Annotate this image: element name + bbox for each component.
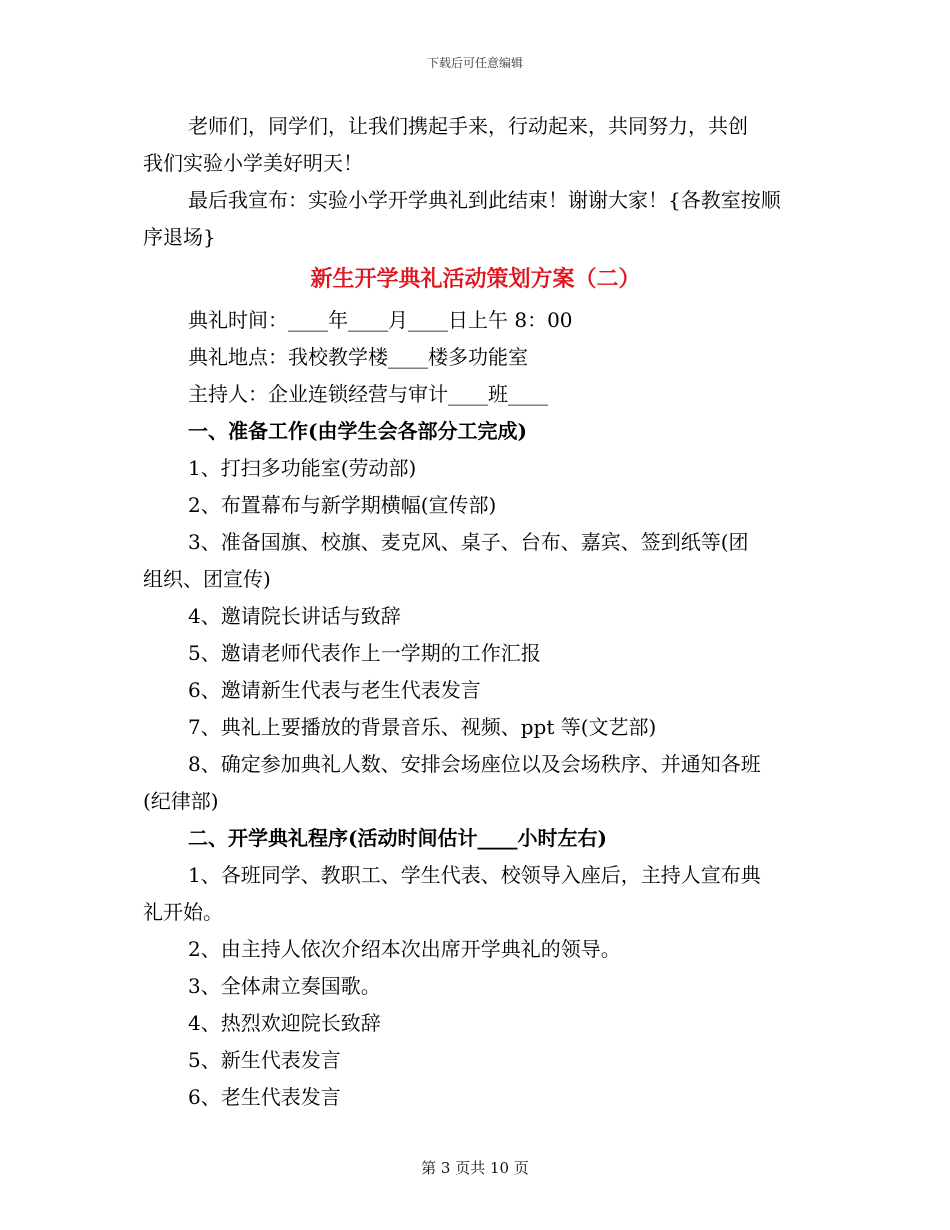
list-item: 4、邀请院长讲话与致辞 — [188, 604, 401, 628]
ceremony-place: 典礼地点：我校教学楼____楼多功能室 — [188, 345, 528, 369]
document-title: 新生开学典礼活动策划方案（二） — [310, 266, 641, 292]
list-item: 5、邀请老师代表作上一学期的工作汇报 — [188, 641, 541, 665]
list-item: 2、布置幕布与新学期横幅(宣传部) — [188, 493, 497, 517]
list-item: 2、由主持人依次介绍本次出席开学典礼的领导。 — [188, 937, 621, 961]
intro-line-4: 序退场} — [143, 225, 216, 249]
list-item: 3、全体肃立奏国歌。 — [188, 974, 381, 998]
list-item: 3、准备国旗、校旗、麦克风、桌子、台布、嘉宾、签到纸等(团 — [188, 530, 749, 554]
list-item-continuation: 组织、团宣传) — [143, 567, 271, 591]
list-item: 4、热烈欢迎院长致辞 — [188, 1011, 381, 1035]
list-item: 1、各班同学、教职工、学生代表、校领导入座后，主持人宣布典 — [188, 863, 761, 887]
list-item: 8、确定参加典礼人数、安排会场座位以及会场秩序、并通知各班 — [188, 752, 761, 776]
intro-line-3: 最后我宣布：实验小学开学典礼到此结束！谢谢大家！{各教室按顺 — [188, 188, 781, 212]
ceremony-host: 主持人：企业连锁经营与审计____班____ — [188, 382, 548, 406]
document-body — [143, 108, 808, 1116]
ceremony-time: 典礼时间：____年____月____日上午 8：00 — [188, 308, 573, 332]
list-item-continuation: (纪律部) — [143, 789, 219, 813]
section-2-heading: 二、开学典礼程序(活动时间估计____小时左右) — [188, 826, 607, 850]
intro-line-2: 我们实验小学美好明天！ — [143, 151, 363, 175]
intro-line-1: 老师们，同学们，让我们携起手来，行动起来，共同努力，共创 — [188, 114, 748, 138]
page-footer: 第 3 页共 10 页 — [421, 1159, 529, 1177]
list-item: 7、典礼上要播放的背景音乐、视频、ppt 等(文艺部) — [188, 715, 657, 739]
list-item: 5、新生代表发言 — [188, 1048, 341, 1072]
list-item-continuation: 礼开始。 — [143, 900, 223, 924]
section-1-heading: 一、准备工作(由学生会各部分工完成) — [188, 419, 527, 443]
page-header: 下载后可任意编辑 — [426, 56, 523, 70]
list-item: 6、老生代表发言 — [188, 1085, 341, 1109]
list-item: 6、邀请新生代表与老生代表发言 — [188, 678, 481, 702]
list-item: 1、打扫多功能室(劳动部) — [188, 456, 417, 480]
